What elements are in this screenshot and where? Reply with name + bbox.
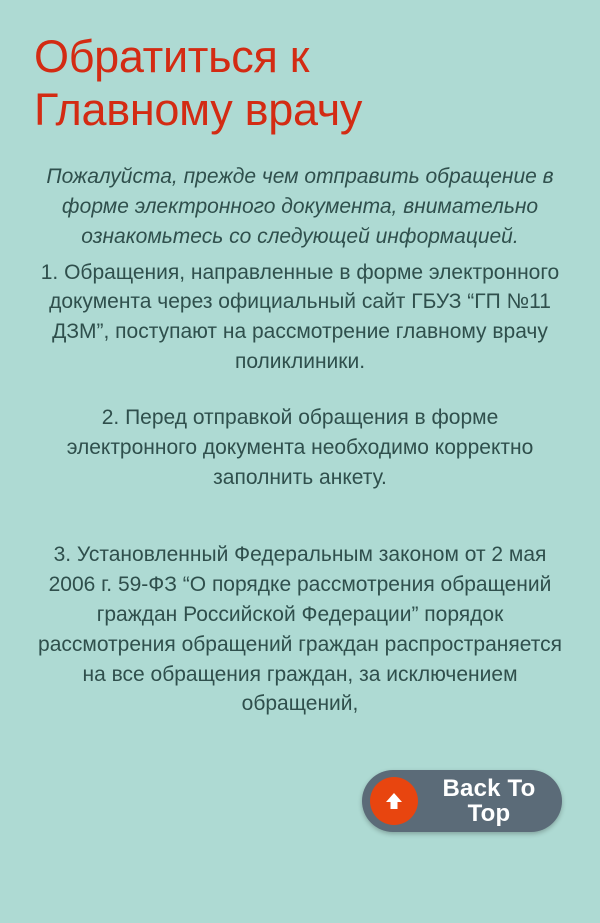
paragraph-spacer — [34, 518, 566, 540]
page-title: Обратиться к Главному врачу — [34, 31, 363, 136]
back-to-top-label: Back To Top — [442, 774, 536, 827]
paragraph-1: 1. Обращения, направленные в форме электронного документа через официальный сайт ГБУЗ “ГП №11 ДЗМ”, поступают на рассмотрение главному врачу поликлиники. — [40, 260, 560, 374]
intro-paragraph: Пожалуйста, прежде чем отправить обращение в форме электронного документа, внимательно ознакомьтесь со следующей информацией. — [46, 165, 554, 248]
arrow-up-icon — [370, 777, 418, 825]
paragraph-2: 2. Перед отправкой обращения в форме электронного документа необходимо корректно заполнить анкету. — [66, 405, 534, 489]
back-to-top-button[interactable] — [362, 770, 562, 832]
paragraph-3: 3. Установленный Федеральным законом от 2 мая 2006 г. 59-ФЗ “О порядке рассмотрения обращений граждан Российской Федерации” порядок рассмотрения обращений граждан распространяется на все обращения граждан, за исключением обращений, — [38, 543, 562, 716]
